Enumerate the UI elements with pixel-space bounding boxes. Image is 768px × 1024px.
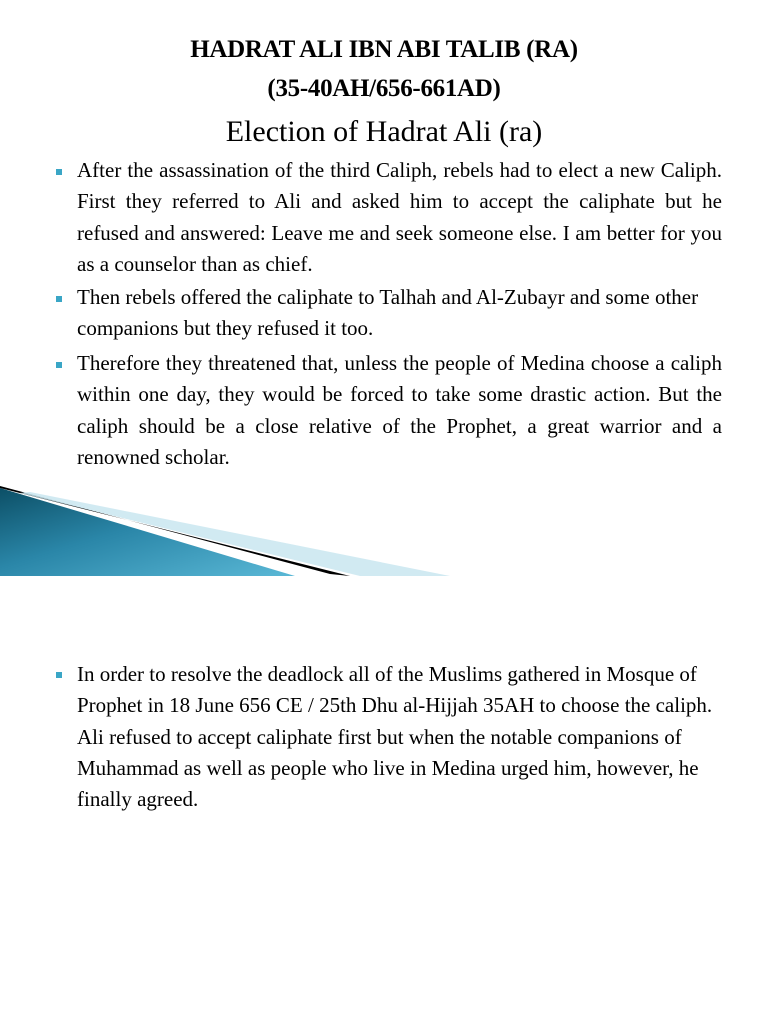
bullet-text: Then rebels offered the caliphate to Talhah and Al-Zubayr and some other companions but they refused it too.: [77, 285, 699, 341]
bullet-text: Therefore they threatened that, unless the people of Medina choose a caliph within one day, they would be forced to take some drastic action. But the caliph should be a close relative of the Prophet, a great warrior and a renowned scholar.: [77, 351, 722, 469]
slide-title-line-2: (35-40AH/656-661AD): [267, 75, 501, 102]
square-bullet-icon: [56, 296, 62, 302]
bullet-text: After the assassination of the third Caliph, rebels had to elect a new Caliph. First they referred to Ali and asked him to accept the caliphate but he refused and answered: Leave me and seek someone else. I am better for you as a counselor than as chief.: [77, 158, 722, 276]
slide-title-line-1: HADRAT ALI IBN ABI TALIB (RA): [190, 36, 578, 63]
slide-subtitle: Election of Hadrat Ali (ra): [225, 115, 543, 148]
square-bullet-icon: [56, 362, 62, 368]
bullet-text: In order to resolve the deadlock all of the Muslims gathered in Mosque of Prophet in 18 June 656 CE / 25th Dhu al-Hijjah 35AH to choose the caliph. Ali refused to accept caliphate first but when the notable companions of Muhammad as well as people who live in Medina urged him, however, he finally agreed.: [77, 662, 713, 812]
decorative-swoosh: [0, 480, 768, 580]
slide-2: [0, 580, 768, 1024]
teal-swoosh-shape: [0, 488, 295, 576]
square-bullet-icon: [56, 672, 62, 678]
square-bullet-icon: [56, 169, 62, 175]
